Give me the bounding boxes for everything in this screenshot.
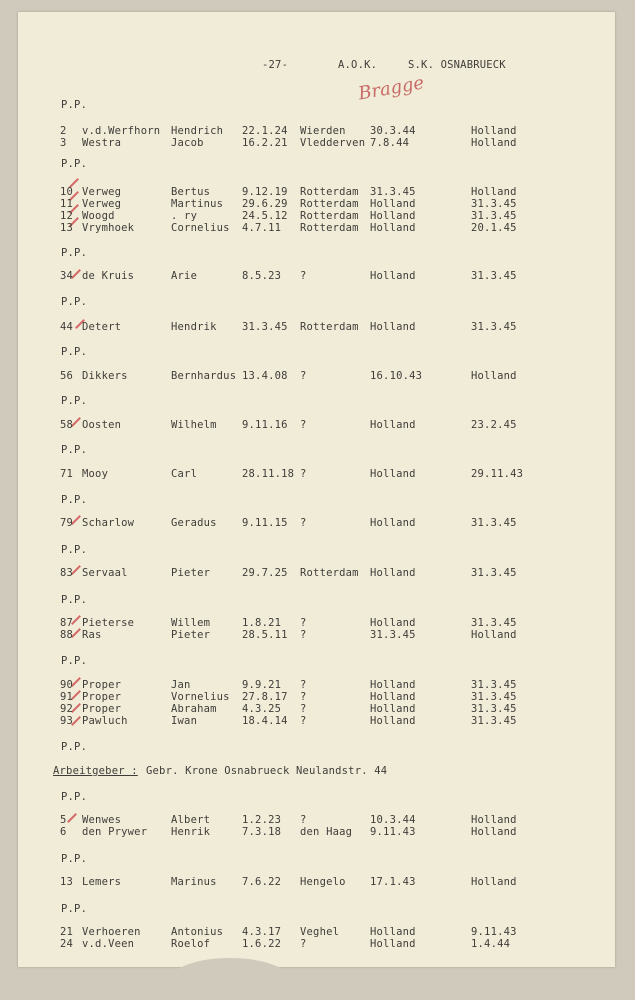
row-surname: Vrymhoek xyxy=(82,222,135,234)
row-birth-date: 28.11.18 xyxy=(242,468,295,480)
row-first-name: Geradus xyxy=(171,517,217,529)
section-label: P.P. xyxy=(61,346,88,358)
row-surname: Pieterse xyxy=(82,617,135,629)
row-surname: Dikkers xyxy=(82,370,128,382)
row-place: ? xyxy=(300,679,307,691)
employer-value: Gebr. Krone Osnabrueck Neulandstr. 44 xyxy=(146,765,388,777)
section-label: P.P. xyxy=(61,158,88,170)
row-number: 13 xyxy=(60,876,74,888)
row-birth-date: 9.11.15 xyxy=(242,517,288,529)
row-surname: Verweg xyxy=(82,186,122,198)
row-number: 91 xyxy=(60,691,74,703)
row-number: 12 xyxy=(60,210,74,222)
row-surname: Proper xyxy=(82,703,122,715)
row-birth-date: 24.5.12 xyxy=(242,210,288,222)
employer-label: Arbeitgeber : xyxy=(53,765,138,777)
row-number: 71 xyxy=(60,468,74,480)
section-label: P.P. xyxy=(61,99,88,111)
page-number: -27- xyxy=(262,59,289,71)
row-first-name: Vornelius xyxy=(171,691,230,703)
row-birth-date: 16.2.21 xyxy=(242,137,288,149)
row-date: Holland xyxy=(370,270,416,282)
row-date: 10.3.44 xyxy=(370,814,416,826)
row-first-name: Jacob xyxy=(171,137,204,149)
section-label: P.P. xyxy=(61,395,88,407)
row-birth-date: 31.3.45 xyxy=(242,321,288,333)
row-first-name: Bernhardus xyxy=(171,370,237,382)
row-birth-date: 9.9.21 xyxy=(242,679,282,691)
row-surname: Wenwes xyxy=(82,814,122,826)
row-destination: Holland xyxy=(471,876,517,888)
row-surname: Westra xyxy=(82,137,122,149)
row-date: 7.8.44 xyxy=(370,137,410,149)
row-place: Rotterdam xyxy=(300,186,359,198)
row-birth-date: 4.3.25 xyxy=(242,703,282,715)
row-birth-date: 4.7.11 xyxy=(242,222,282,234)
row-first-name: Hendrich xyxy=(171,125,224,137)
section-label: P.P. xyxy=(61,853,88,865)
row-place: den Haag xyxy=(300,826,353,838)
row-destination: Holland xyxy=(471,814,517,826)
row-first-name: Bertus xyxy=(171,186,211,198)
row-birth-date: 18.4.14 xyxy=(242,715,288,727)
row-birth-date: 1.2.23 xyxy=(242,814,282,826)
row-birth-date: 9.11.16 xyxy=(242,419,288,431)
row-place: ? xyxy=(300,629,307,641)
row-date: Holland xyxy=(370,419,416,431)
row-date: Holland xyxy=(370,715,416,727)
row-birth-date: 27.8.17 xyxy=(242,691,288,703)
row-birth-date: 29.6.29 xyxy=(242,198,288,210)
header-location: S.K. OSNABRUECK xyxy=(408,59,506,71)
row-birth-date: 22.1.24 xyxy=(242,125,288,137)
row-first-name: Willem xyxy=(171,617,211,629)
row-number: 92 xyxy=(60,703,74,715)
row-place: Veghel xyxy=(300,926,340,938)
row-first-name: Jan xyxy=(171,679,191,691)
row-number: 10 xyxy=(60,186,74,198)
row-surname: den Prywer xyxy=(82,826,148,838)
row-number: 34 xyxy=(60,270,74,282)
row-date: 31.3.45 xyxy=(370,629,416,641)
row-first-name: Roelof xyxy=(171,938,211,950)
row-destination: 29.11.43 xyxy=(471,468,524,480)
section-label: P.P. xyxy=(61,444,88,456)
row-place: Hengelo xyxy=(300,876,346,888)
row-surname: Woogd xyxy=(82,210,115,222)
row-place: ? xyxy=(300,715,307,727)
row-surname: Scharlow xyxy=(82,517,135,529)
row-number: 3 xyxy=(60,137,67,149)
section-label: P.P. xyxy=(61,655,88,667)
row-date: Holland xyxy=(370,567,416,579)
row-first-name: Pieter xyxy=(171,629,211,641)
row-first-name: Arie xyxy=(171,270,198,282)
row-date: 31.3.45 xyxy=(370,186,416,198)
row-surname: Pawluch xyxy=(82,715,128,727)
row-place: ? xyxy=(300,419,307,431)
row-surname: Proper xyxy=(82,691,122,703)
row-destination: 23.2.45 xyxy=(471,419,517,431)
row-destination: Holland xyxy=(471,186,517,198)
row-destination: 31.3.45 xyxy=(471,517,517,529)
row-number: 44 xyxy=(60,321,74,333)
row-date: Holland xyxy=(370,198,416,210)
row-surname: v.d.Veen xyxy=(82,938,135,950)
row-place: Vledderven xyxy=(300,137,366,149)
row-number: 24 xyxy=(60,938,74,950)
row-destination: 1.4.44 xyxy=(471,938,511,950)
section-label: P.P. xyxy=(61,594,88,606)
row-destination: 31.3.45 xyxy=(471,617,517,629)
row-place: Wierden xyxy=(300,125,346,137)
row-first-name: Marinus xyxy=(171,876,217,888)
row-number: 2 xyxy=(60,125,67,137)
row-place: Rotterdam xyxy=(300,210,359,222)
row-birth-date: 1.6.22 xyxy=(242,938,282,950)
row-date: Holland xyxy=(370,679,416,691)
row-first-name: Wilhelm xyxy=(171,419,217,431)
row-place: Rotterdam xyxy=(300,198,359,210)
row-date: Holland xyxy=(370,926,416,938)
row-number: 90 xyxy=(60,679,74,691)
row-birth-date: 7.6.22 xyxy=(242,876,282,888)
row-place: ? xyxy=(300,703,307,715)
row-place: ? xyxy=(300,517,307,529)
header-code: A.O.K. xyxy=(338,59,378,71)
row-number: 93 xyxy=(60,715,74,727)
row-place: Rotterdam xyxy=(300,321,359,333)
row-date: 16.10.43 xyxy=(370,370,423,382)
row-birth-date: 13.4.08 xyxy=(242,370,288,382)
row-place: ? xyxy=(300,814,307,826)
row-birth-date: 4.3.17 xyxy=(242,926,282,938)
row-birth-date: 1.8.21 xyxy=(242,617,282,629)
section-label: P.P. xyxy=(61,741,88,753)
row-place: ? xyxy=(300,270,307,282)
row-surname: Detert xyxy=(82,321,122,333)
row-surname: v.d.Werfhorn xyxy=(82,125,161,137)
row-birth-date: 29.7.25 xyxy=(242,567,288,579)
row-destination: Holland xyxy=(471,125,517,137)
row-date: 17.1.43 xyxy=(370,876,416,888)
row-surname: Oosten xyxy=(82,419,122,431)
row-first-name: Henrik xyxy=(171,826,211,838)
row-first-name: Martinus xyxy=(171,198,224,210)
row-destination: 31.3.45 xyxy=(471,198,517,210)
row-first-name: . ry xyxy=(171,210,198,222)
row-surname: Mooy xyxy=(82,468,109,480)
row-destination: 9.11.43 xyxy=(471,926,517,938)
row-surname: Servaal xyxy=(82,567,128,579)
row-place: ? xyxy=(300,938,307,950)
row-surname: de Kruis xyxy=(82,270,135,282)
section-label: P.P. xyxy=(61,791,88,803)
row-date: Holland xyxy=(370,210,416,222)
row-destination: 31.3.45 xyxy=(471,703,517,715)
row-birth-date: 8.5.23 xyxy=(242,270,282,282)
row-destination: Holland xyxy=(471,370,517,382)
row-first-name: Pieter xyxy=(171,567,211,579)
row-destination: 31.3.45 xyxy=(471,321,517,333)
row-destination: 31.3.45 xyxy=(471,210,517,222)
row-date: Holland xyxy=(370,617,416,629)
row-number: 87 xyxy=(60,617,74,629)
row-date: Holland xyxy=(370,703,416,715)
row-first-name: Cornelius xyxy=(171,222,230,234)
row-number: 13 xyxy=(60,222,74,234)
section-label: P.P. xyxy=(61,247,88,259)
row-first-name: Antonius xyxy=(171,926,224,938)
row-destination: 20.1.45 xyxy=(471,222,517,234)
row-place: ? xyxy=(300,617,307,629)
row-first-name: Iwan xyxy=(171,715,198,727)
section-label: P.P. xyxy=(61,903,88,915)
row-first-name: Albert xyxy=(171,814,211,826)
row-first-name: Abraham xyxy=(171,703,217,715)
row-number: 79 xyxy=(60,517,74,529)
row-destination: 31.3.45 xyxy=(471,567,517,579)
row-surname: Lemers xyxy=(82,876,122,888)
row-date: 9.11.43 xyxy=(370,826,416,838)
row-destination: 31.3.45 xyxy=(471,715,517,727)
section-label: P.P. xyxy=(61,494,88,506)
row-surname: Verweg xyxy=(82,198,122,210)
row-place: Rotterdam xyxy=(300,222,359,234)
row-surname: Verhoeren xyxy=(82,926,141,938)
row-first-name: Carl xyxy=(171,468,198,480)
row-birth-date: 28.5.11 xyxy=(242,629,288,641)
row-date: Holland xyxy=(370,691,416,703)
row-number: 21 xyxy=(60,926,74,938)
row-destination: Holland xyxy=(471,826,517,838)
row-number: 83 xyxy=(60,567,74,579)
row-number: 58 xyxy=(60,419,74,431)
row-destination: 31.3.45 xyxy=(471,679,517,691)
row-number: 11 xyxy=(60,198,74,210)
row-place: ? xyxy=(300,691,307,703)
row-surname: Ras xyxy=(82,629,102,641)
row-first-name: Hendrik xyxy=(171,321,217,333)
row-place: Rotterdam xyxy=(300,567,359,579)
section-label: P.P. xyxy=(61,544,88,556)
row-birth-date: 7.3.18 xyxy=(242,826,282,838)
row-birth-date: 9.12.19 xyxy=(242,186,288,198)
row-destination: Holland xyxy=(471,137,517,149)
row-number: 88 xyxy=(60,629,74,641)
handwritten-stamp: Bragge xyxy=(356,72,426,105)
row-number: 5 xyxy=(60,814,67,826)
row-place: ? xyxy=(300,468,307,480)
row-surname: Proper xyxy=(82,679,122,691)
row-destination: 31.3.45 xyxy=(471,270,517,282)
row-place: ? xyxy=(300,370,307,382)
row-date: Holland xyxy=(370,938,416,950)
row-date: Holland xyxy=(370,321,416,333)
section-label: P.P. xyxy=(61,296,88,308)
row-destination: Holland xyxy=(471,629,517,641)
row-date: 30.3.44 xyxy=(370,125,416,137)
row-destination: 31.3.45 xyxy=(471,691,517,703)
row-date: Holland xyxy=(370,517,416,529)
row-number: 6 xyxy=(60,826,67,838)
row-number: 56 xyxy=(60,370,74,382)
row-date: Holland xyxy=(370,468,416,480)
row-date: Holland xyxy=(370,222,416,234)
